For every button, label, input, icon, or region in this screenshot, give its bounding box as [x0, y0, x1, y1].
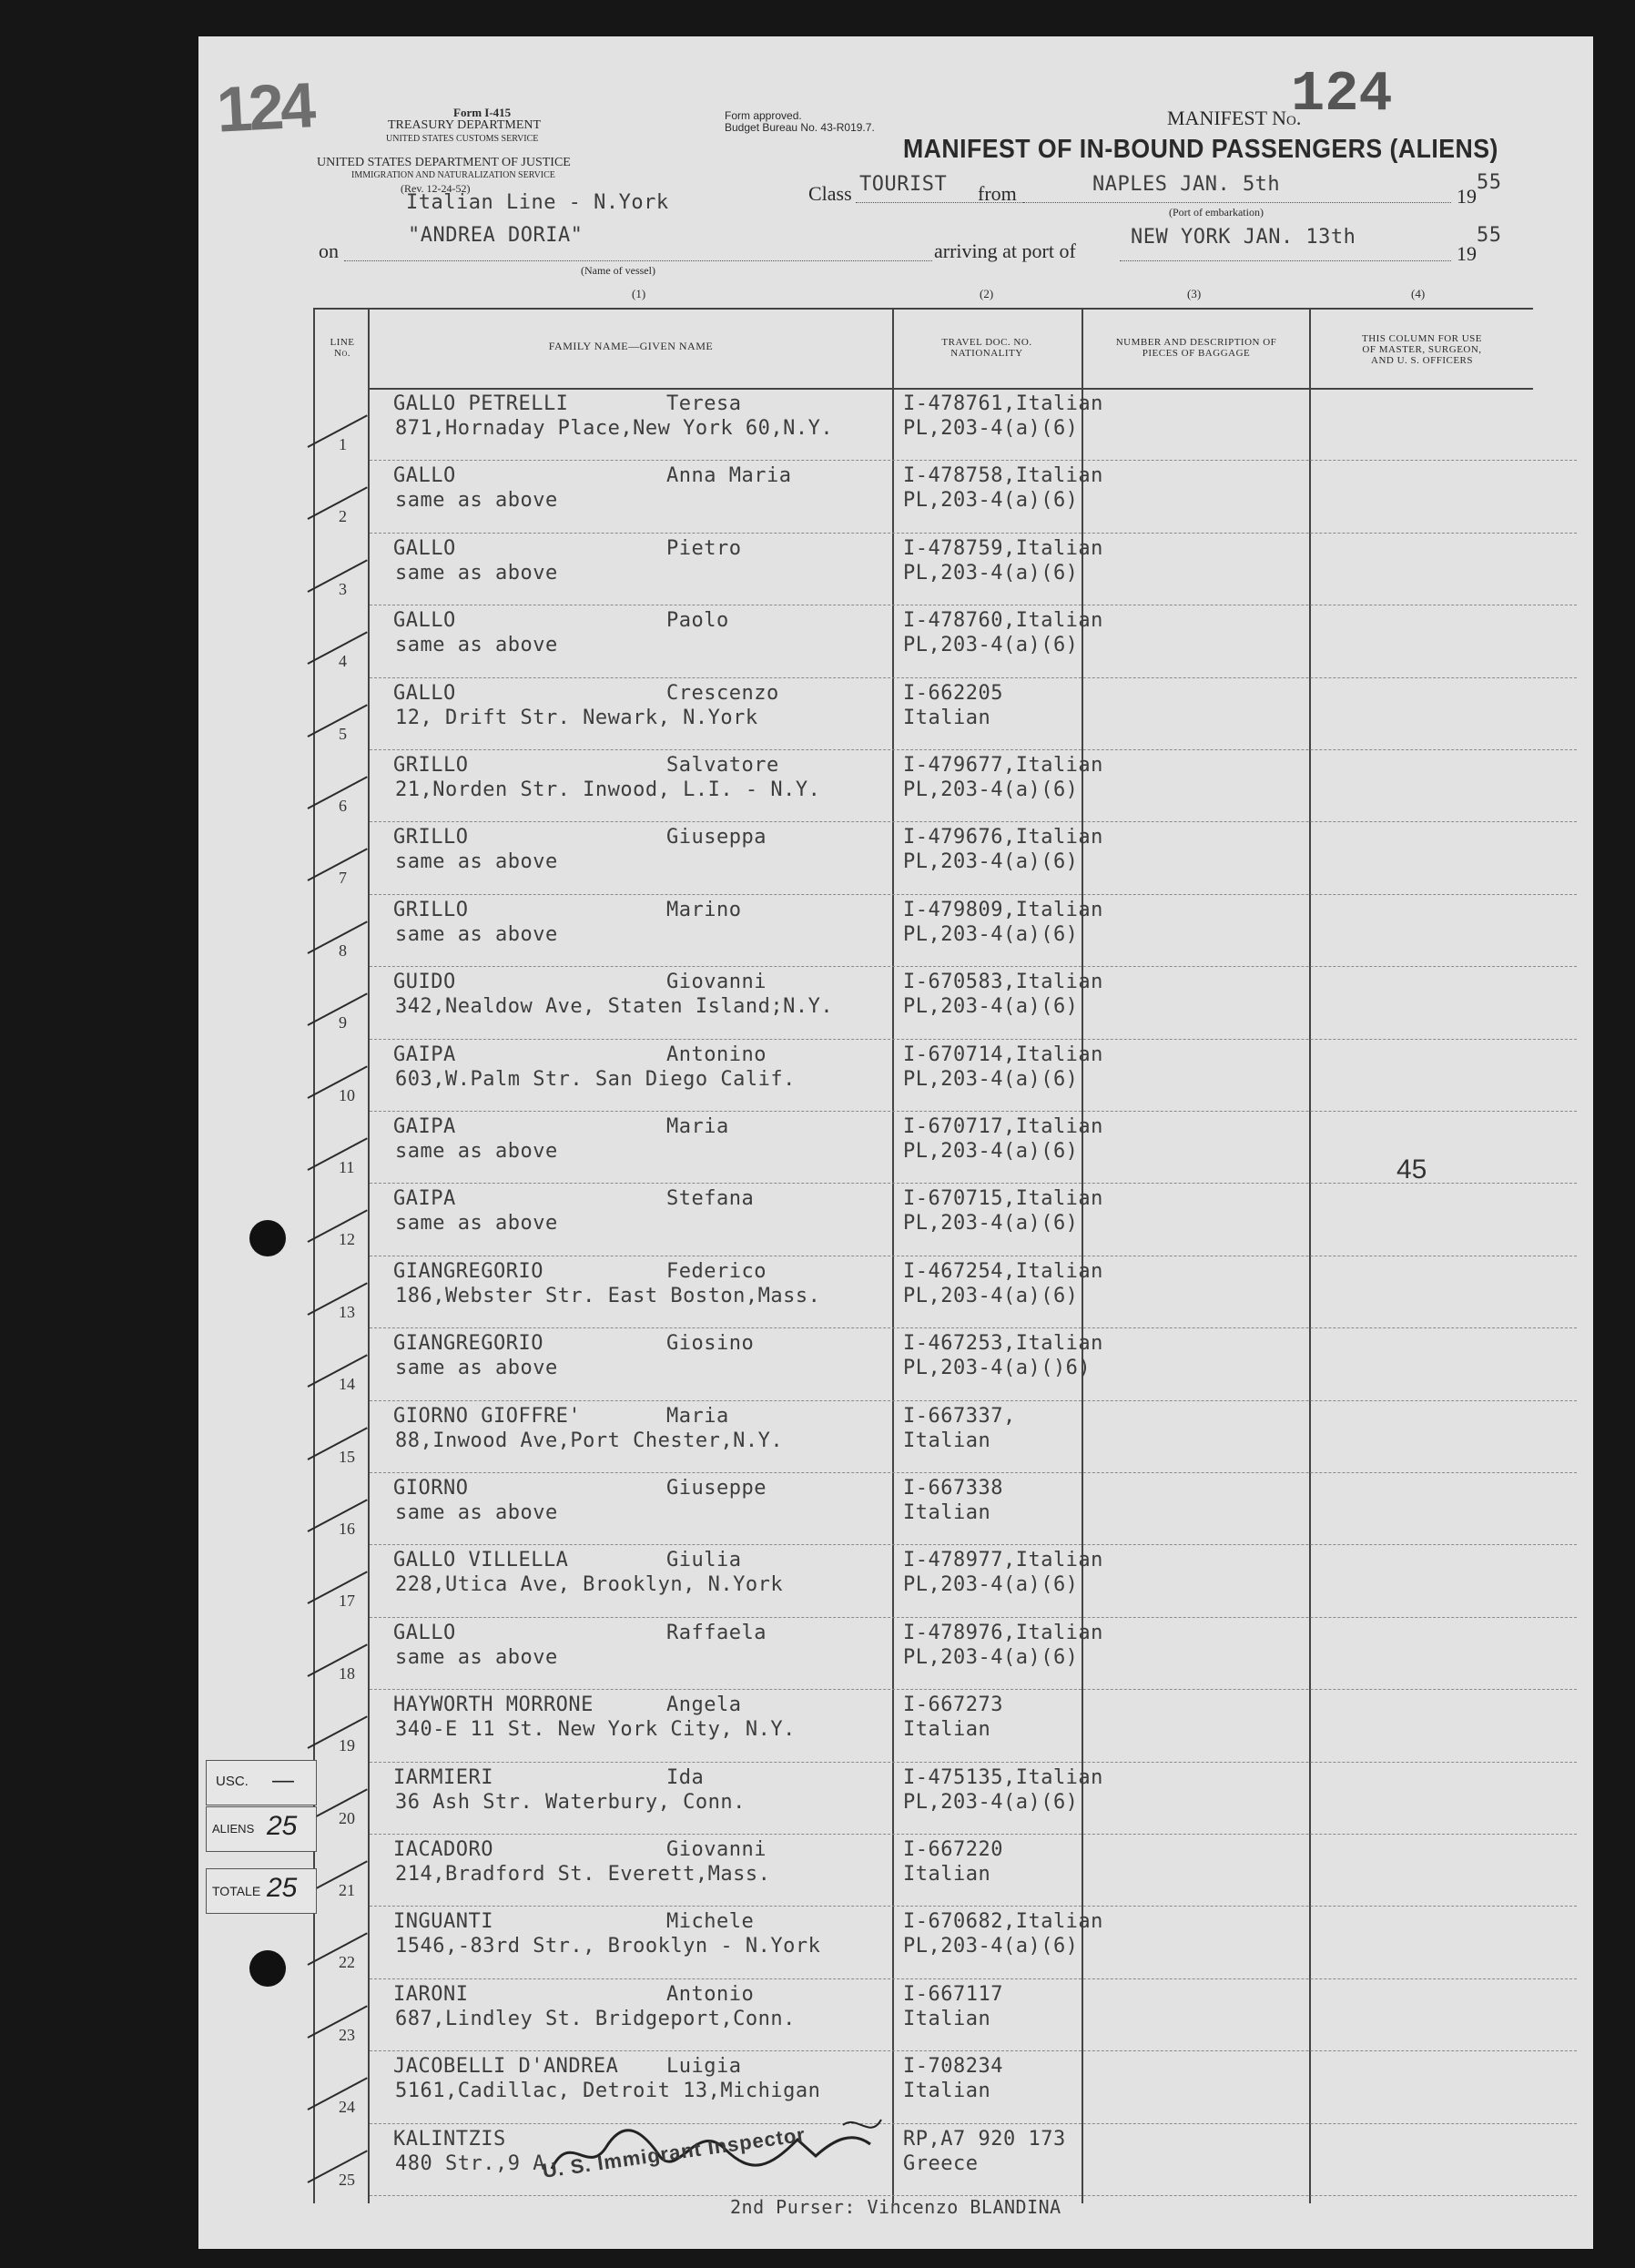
- tally-total-value: 25: [267, 1873, 298, 1903]
- row-divider: [370, 1617, 1577, 1618]
- row-line-number: 7: [339, 869, 347, 888]
- row-divider: [370, 2050, 1577, 2051]
- row-nationality: PL,203-4(a)(6): [903, 489, 1079, 513]
- row-family-name: GIORNO: [393, 1477, 469, 1500]
- row-family-name: HAYWORTH MORRONE: [393, 1693, 594, 1717]
- row-nationality: PL,203-4(a)(6): [903, 1212, 1079, 1236]
- year-arrive-prefix: 19: [1457, 242, 1477, 265]
- arriving-label: arriving at port of: [934, 239, 1076, 262]
- form-number: Form I-415: [453, 106, 512, 119]
- row-divider: [370, 1111, 1577, 1112]
- row-given-name: Antonio: [666, 1982, 755, 2006]
- table-top-rule: [313, 308, 1533, 310]
- row-line-number: 8: [339, 941, 347, 960]
- row-divider: [370, 894, 1577, 895]
- row-family-name: IARONI: [393, 1982, 469, 2006]
- row-given-name: Pietro: [666, 536, 742, 560]
- row-travel-doc: I-670583,Italian: [903, 971, 1103, 994]
- row-line-number: 21: [339, 1881, 355, 1899]
- header-baggage: [1085, 337, 1307, 359]
- row-family-name: GALLO: [393, 681, 456, 705]
- line-company: Italian Line - N.York: [406, 191, 669, 214]
- row-given-name: Maria: [666, 1404, 729, 1428]
- year-embark: 55: [1477, 171, 1502, 194]
- row-family-name: GRILLO: [393, 826, 469, 849]
- header-name: FAMILY NAME—GIVEN NAME: [548, 340, 714, 352]
- row-line-number: 11: [339, 1158, 355, 1176]
- row-divider: [370, 1762, 1577, 1763]
- row-family-name: IARMIERI: [393, 1765, 493, 1789]
- col-num-2: (2): [980, 287, 994, 300]
- row-divider: [370, 1978, 1577, 1979]
- row-given-name: Giosino: [666, 1332, 755, 1356]
- row-divider: [370, 821, 1577, 822]
- officer-mark: 45: [1396, 1154, 1427, 1185]
- form-approved: Form approved.: [725, 109, 802, 122]
- row-given-name: Salvatore: [666, 754, 779, 777]
- row-address: same as above: [395, 1140, 558, 1163]
- header-travel-doc: [896, 337, 1078, 359]
- inspector-stamp: U. S. Immigrant Inspector: [541, 2122, 807, 2182]
- row-nationality: Italian: [903, 1718, 991, 1742]
- row-nationality: PL,203-4(a)(6): [903, 1067, 1079, 1091]
- from-label: from: [978, 182, 1017, 205]
- row-line-number: 15: [339, 1447, 355, 1466]
- vessel-name: "ANDREA DORIA": [408, 224, 584, 247]
- row-divider: [370, 460, 1577, 461]
- header-travel-doc-2: NATIONALITY: [950, 348, 1023, 359]
- binder-hole-top: [249, 1220, 286, 1256]
- year-embark-prefix: 19: [1457, 185, 1477, 208]
- header-baggage-1: NUMBER AND DESCRIPTION OF: [1115, 337, 1277, 348]
- row-address: 186,Webster Str. East Boston,Mass.: [395, 1284, 821, 1307]
- justice-dept: UNITED STATES DEPARTMENT OF JUSTICE: [317, 156, 571, 169]
- row-travel-doc: I-478761,Italian: [903, 392, 1103, 415]
- row-address: same as above: [395, 1212, 558, 1236]
- row-given-name: Giulia: [666, 1549, 742, 1572]
- row-given-name: Giovanni: [666, 1838, 767, 1861]
- row-travel-doc: RP,A7 920 173: [903, 2127, 1066, 2151]
- treasury-dept: TREASURY DEPARTMENT: [388, 118, 542, 132]
- row-given-name: Ida: [666, 1765, 705, 1789]
- header-officers-2: OF MASTER, SURGEON,: [1362, 344, 1482, 355]
- table-left-border: [313, 308, 315, 2203]
- row-line-number: 13: [339, 1302, 355, 1321]
- header-baggage-2: PIECES OF BAGGAGE: [1142, 348, 1251, 359]
- row-family-name: GIORNO GIOFFRE': [393, 1404, 582, 1428]
- row-travel-doc: I-478758,Italian: [903, 464, 1103, 488]
- row-line-number: 2: [339, 507, 347, 526]
- row-divider: [370, 1834, 1577, 1835]
- row-divider: [370, 749, 1577, 750]
- row-address: 36 Ash Str. Waterbury, Conn.: [395, 1790, 746, 1814]
- row-address: same as above: [395, 1645, 558, 1669]
- row-address: 480 Str.,9 A: [395, 2151, 545, 2175]
- budget-bureau: Budget Bureau No. 43-R019.7.: [725, 121, 875, 134]
- row-line-number: 19: [339, 1736, 355, 1755]
- row-address: 340-E 11 St. New York City, N.Y.: [395, 1718, 796, 1742]
- tally-usc-label: USC.: [216, 1774, 249, 1789]
- row-divider: [370, 1400, 1577, 1401]
- row-travel-doc: I-478759,Italian: [903, 536, 1103, 560]
- row-family-name: IACADORO: [393, 1838, 493, 1861]
- binder-hole-bottom: [249, 1950, 286, 1987]
- table-header-rule: [370, 388, 1533, 390]
- row-nationality: PL,203-4(a)(6): [903, 778, 1079, 801]
- row-family-name: INGUANTI: [393, 1910, 493, 1934]
- row-nationality: PL,203-4(a)(6): [903, 1573, 1079, 1597]
- row-nationality: PL,203-4(a)()6): [903, 1357, 1092, 1380]
- row-address: same as above: [395, 561, 558, 585]
- row-divider: [370, 1472, 1577, 1473]
- row-family-name: GAIPA: [393, 1042, 456, 1066]
- row-travel-doc: I-667337,: [903, 1404, 1016, 1428]
- row-family-name: GAIPA: [393, 1115, 456, 1138]
- row-travel-doc: I-667220: [903, 1838, 1003, 1861]
- row-travel-doc: I-478760,Italian: [903, 609, 1103, 633]
- row-address: 21,Norden Str. Inwood, L.I. - N.Y.: [395, 778, 821, 801]
- row-given-name: Federico: [666, 1259, 767, 1283]
- row-family-name: GIANGREGORIO: [393, 1259, 543, 1283]
- arriving-underline: [1120, 260, 1451, 261]
- row-family-name: GALLO: [393, 609, 456, 633]
- row-address: 12, Drift Str. Newark, N.York: [395, 706, 758, 729]
- row-travel-doc: I-479809,Italian: [903, 898, 1103, 921]
- row-travel-doc: I-478976,Italian: [903, 1621, 1103, 1644]
- revision: (Rev. 12-24-52): [401, 182, 471, 195]
- from-underline: [1023, 202, 1451, 203]
- row-family-name: GIANGREGORIO: [393, 1332, 543, 1356]
- row-address: 603,W.Palm Str. San Diego Calif.: [395, 1067, 796, 1091]
- tally-aliens: [206, 1806, 317, 1852]
- row-divider: [370, 1689, 1577, 1690]
- row-travel-doc: I-662205: [903, 681, 1003, 705]
- row-address: same as above: [395, 922, 558, 946]
- row-given-name: Stefana: [666, 1187, 755, 1211]
- row-divider: [370, 533, 1577, 534]
- row-family-name: GALLO: [393, 464, 456, 488]
- row-travel-doc: I-478977,Italian: [903, 1549, 1103, 1572]
- row-travel-doc: I-467253,Italian: [903, 1332, 1103, 1356]
- row-nationality: PL,203-4(a)(6): [903, 995, 1079, 1019]
- row-line-number: 22: [339, 1953, 355, 1972]
- row-given-name: Teresa: [666, 392, 742, 415]
- header-travel-doc-1: TRAVEL DOC. NO.: [941, 337, 1032, 348]
- row-line-number: 5: [339, 724, 347, 743]
- row-nationality: Italian: [903, 2080, 991, 2103]
- row-travel-doc: I-708234: [903, 2055, 1003, 2079]
- row-nationality: Italian: [903, 1863, 991, 1886]
- tally-usc: [206, 1760, 317, 1805]
- row-given-name: Paolo: [666, 609, 729, 633]
- row-travel-doc: I-670717,Italian: [903, 1115, 1103, 1138]
- row-nationality: Italian: [903, 706, 991, 729]
- row-address: same as above: [395, 850, 558, 874]
- row-travel-doc: I-667117: [903, 1982, 1003, 2006]
- row-nationality: PL,203-4(a)(6): [903, 1140, 1079, 1163]
- on-label: on: [319, 239, 339, 262]
- row-given-name: Giovanni: [666, 971, 767, 994]
- row-line-number: 16: [339, 1520, 355, 1538]
- header-officers: [1313, 333, 1531, 366]
- row-divider: [370, 966, 1577, 967]
- row-nationality: Italian: [903, 1501, 991, 1524]
- ins-service: IMMIGRATION AND NATURALIZATION SERVICE: [351, 170, 555, 180]
- row-line-number: 9: [339, 1013, 347, 1032]
- port-embark-caption: (Port of embarkation): [1169, 206, 1264, 219]
- row-address: same as above: [395, 634, 558, 657]
- row-given-name: Marino: [666, 898, 742, 921]
- row-nationality: PL,203-4(a)(6): [903, 561, 1079, 585]
- class-value: TOURIST: [859, 173, 948, 196]
- row-travel-doc: I-667338: [903, 1477, 1003, 1500]
- row-nationality: PL,203-4(a)(6): [903, 1645, 1079, 1669]
- row-line-number: 6: [339, 797, 347, 815]
- row-divider: [370, 1327, 1577, 1328]
- manifest-title: MANIFEST OF IN-BOUND PASSENGERS (ALIENS): [903, 135, 1498, 164]
- row-line-number: 18: [339, 1663, 355, 1683]
- row-travel-doc: I-467254,Italian: [903, 1259, 1103, 1283]
- row-divider: [370, 677, 1577, 678]
- row-given-name: Angela: [666, 1693, 742, 1717]
- row-line-number: 24: [339, 2098, 355, 2117]
- vessel-underline: [344, 260, 932, 261]
- row-family-name: GRILLO: [393, 754, 469, 777]
- row-line-number: 23: [339, 2025, 355, 2044]
- row-address: same as above: [395, 1357, 558, 1380]
- row-line-number: 12: [339, 1230, 355, 1249]
- row-given-name: Maria: [666, 1115, 729, 1138]
- tally-total-label: TOTALE: [212, 1884, 261, 1898]
- row-address: 871,Hornaday Place,New York 60,N.Y.: [395, 417, 834, 440]
- row-nationality: PL,203-4(a)(6): [903, 634, 1079, 657]
- row-line-number: 4: [339, 652, 347, 671]
- row-line-number: 10: [339, 1085, 355, 1104]
- row-travel-doc: I-667273: [903, 1693, 1003, 1717]
- row-address: 88,Inwood Ave,Port Chester,N.Y.: [395, 1429, 784, 1452]
- row-family-name: JACOBELLI D'ANDREA: [393, 2055, 619, 2079]
- row-nationality: Italian: [903, 1429, 991, 1452]
- row-travel-doc: I-475135,Italian: [903, 1765, 1103, 1789]
- row-family-name: GALLO: [393, 536, 456, 560]
- row-given-name: Giuseppe: [666, 1477, 767, 1500]
- row-travel-doc: I-479677,Italian: [903, 754, 1103, 777]
- row-address: 5161,Cadillac, Detroit 13,Michigan: [395, 2080, 821, 2103]
- row-nationality: PL,203-4(a)(6): [903, 417, 1079, 440]
- row-nationality: PL,203-4(a)(6): [903, 1935, 1079, 1958]
- tally-aliens-label: ALIENS: [212, 1822, 255, 1836]
- row-given-name: Antonino: [666, 1042, 767, 1066]
- header-line-no-2: No.: [334, 348, 350, 359]
- purser-line: 2nd Purser: Vincenzo BLANDINA: [730, 2196, 1061, 2218]
- row-nationality: PL,203-4(a)(6): [903, 1284, 1079, 1307]
- row-line-number: 25: [339, 2170, 355, 2189]
- row-family-name: KALINTZIS: [393, 2127, 506, 2151]
- row-address: same as above: [395, 489, 558, 513]
- row-nationality: PL,203-4(a)(6): [903, 922, 1079, 946]
- row-nationality: PL,203-4(a)(6): [903, 850, 1079, 874]
- row-nationality: PL,203-4(a)(6): [903, 1790, 1079, 1814]
- row-line-number: 17: [339, 1592, 355, 1611]
- row-travel-doc: I-670715,Italian: [903, 1187, 1103, 1211]
- row-family-name: GUIDO: [393, 971, 456, 994]
- row-family-name: GALLO VILLELLA: [393, 1549, 569, 1572]
- row-line-number: 20: [339, 1808, 355, 1827]
- row-travel-doc: I-479676,Italian: [903, 826, 1103, 849]
- row-divider: [370, 1544, 1577, 1545]
- row-family-name: GALLO: [393, 1621, 456, 1644]
- row-address: 1546,-83rd Str., Brooklyn - N.York: [395, 1935, 821, 1958]
- header-line-no-1: LINE: [330, 337, 355, 348]
- manifest-label: MANIFEST No.: [1167, 107, 1302, 129]
- row-address: 214,Bradford St. Everett,Mass.: [395, 1863, 771, 1886]
- col-num-3: (3): [1187, 287, 1202, 300]
- row-line-number: 1: [339, 435, 347, 453]
- header-line-no: [319, 337, 366, 359]
- row-family-name: GAIPA: [393, 1187, 456, 1211]
- row-given-name: Crescenzo: [666, 681, 779, 705]
- year-arrive: 55: [1477, 224, 1502, 247]
- header-officers-1: THIS COLUMN FOR USE: [1361, 333, 1483, 344]
- row-travel-doc: I-670682,Italian: [903, 1910, 1103, 1934]
- header-officers-3: AND U. S. OFFICERS: [1371, 355, 1473, 366]
- row-line-number: 3: [339, 579, 347, 598]
- row-divider: [370, 1906, 1577, 1907]
- customs-service: UNITED STATES CUSTOMS SERVICE: [386, 134, 539, 144]
- row-given-name: Giuseppa: [666, 826, 767, 849]
- row-nationality: Greece: [903, 2151, 979, 2175]
- arriving-value: NEW YORK JAN. 13th: [1131, 226, 1356, 249]
- tally-usc-value: —: [272, 1768, 294, 1793]
- vessel-caption: (Name of vessel): [581, 264, 655, 277]
- row-family-name: GRILLO: [393, 898, 469, 921]
- row-family-name: GALLO PETRELLI: [393, 392, 569, 415]
- row-address: 687,Lindley St. Bridgeport,Conn.: [395, 2007, 796, 2030]
- row-nationality: Italian: [903, 2007, 991, 2030]
- row-address: same as above: [395, 1501, 558, 1524]
- row-given-name: Raffaela: [666, 1621, 767, 1644]
- row-address: 342,Nealdow Ave, Staten Island;N.Y.: [395, 995, 834, 1019]
- row-travel-doc: I-670714,Italian: [903, 1042, 1103, 1066]
- stamp-number: 124: [215, 69, 314, 146]
- manifest-number: 124: [1291, 62, 1393, 127]
- row-given-name: Anna Maria: [666, 464, 792, 488]
- row-line-number: 14: [339, 1375, 355, 1394]
- row-given-name: Luigia: [666, 2055, 742, 2079]
- tally-total: [206, 1868, 317, 1914]
- tally-aliens-value: 25: [267, 1811, 298, 1841]
- row-divider: [370, 1039, 1577, 1040]
- class-label: Class: [808, 182, 852, 205]
- row-given-name: Michele: [666, 1910, 755, 1934]
- row-address: 228,Utica Ave, Brooklyn, N.York: [395, 1573, 784, 1597]
- col-num-1: (1): [632, 287, 646, 300]
- from-value: NAPLES JAN. 5th: [1092, 173, 1281, 196]
- col-num-4: (4): [1411, 287, 1426, 300]
